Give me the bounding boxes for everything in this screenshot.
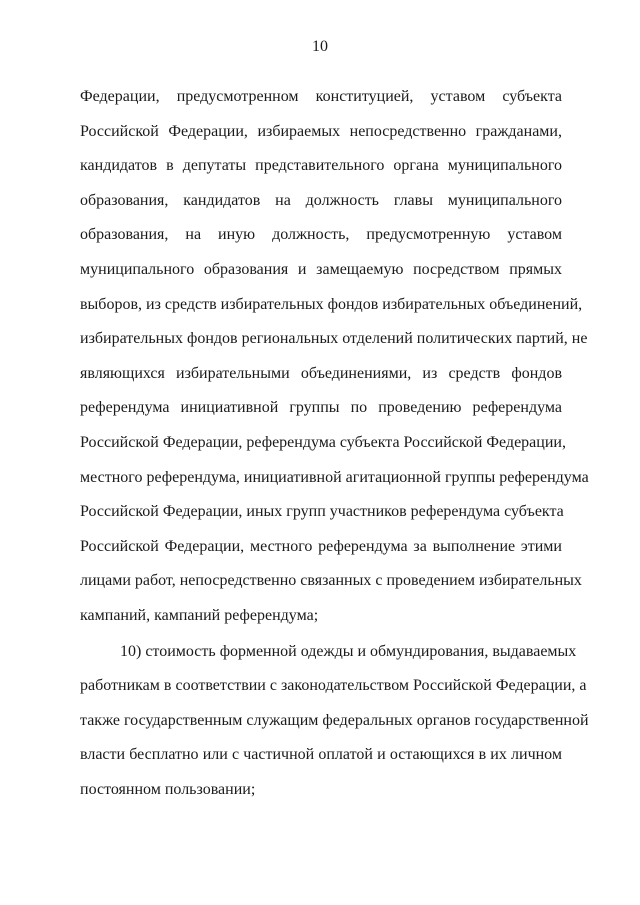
- text-line: Российской Федерации, избираемых непосредственно гражданами,: [80, 122, 562, 140]
- text-line: кампаний, кампаний референдума;: [80, 606, 319, 624]
- text-line: Российской Федерации, референдума субъекта Российской Федерации,: [80, 433, 566, 451]
- text-line: 10) стоимость форменной одежды и обмундирования, выдаваемых: [120, 642, 577, 660]
- text-line: образования, кандидатов на должность главы муниципального: [80, 191, 562, 209]
- paragraph-campaign-expenses: [80, 80, 589, 634]
- text-line: местного референдума, инициативной агитационной группы референдума: [80, 468, 589, 486]
- page-number: 10: [312, 38, 328, 55]
- text-line: Российской Федерации, иных групп участников референдума субъекта: [80, 503, 564, 521]
- text-line: избирательных фондов региональных отделений политических партий, не: [80, 330, 588, 348]
- text-line: Федерации, предусмотренном конституцией, уставом субъекта: [80, 88, 562, 105]
- text-line: лицами работ, непосредственно связанных с проведением избирательных: [80, 572, 582, 590]
- text-line: являющихся избирательными объединениями, из средств фондов: [80, 364, 562, 382]
- text-line: выборов, из средств избирательных фондов избирательных объединений,: [80, 295, 583, 313]
- text-line: Российской Федерации, местного референдума за выполнение этими: [80, 537, 562, 555]
- text-line: образования, на иную должность, предусмотренную уставом: [80, 226, 562, 244]
- text-line: власти бесплатно или с частичной оплатой и остающихся в их личном: [80, 746, 562, 764]
- text-line: также государственным служащим федеральных органов государственной: [80, 711, 589, 729]
- text-line: постоянном пользовании;: [80, 780, 256, 798]
- text-line: кандидатов в депутаты представительного органа муниципального: [80, 157, 562, 175]
- paragraph-item-10-uniform-cost: [80, 635, 589, 808]
- text-line: референдума инициативной группы по проведению референдума: [80, 399, 562, 417]
- text-line: муниципального образования и замещаемую посредством прямых: [80, 260, 562, 278]
- text-line: работникам в соответствии с законодательством Российской Федерации, а: [80, 677, 587, 695]
- body-text: [80, 80, 589, 807]
